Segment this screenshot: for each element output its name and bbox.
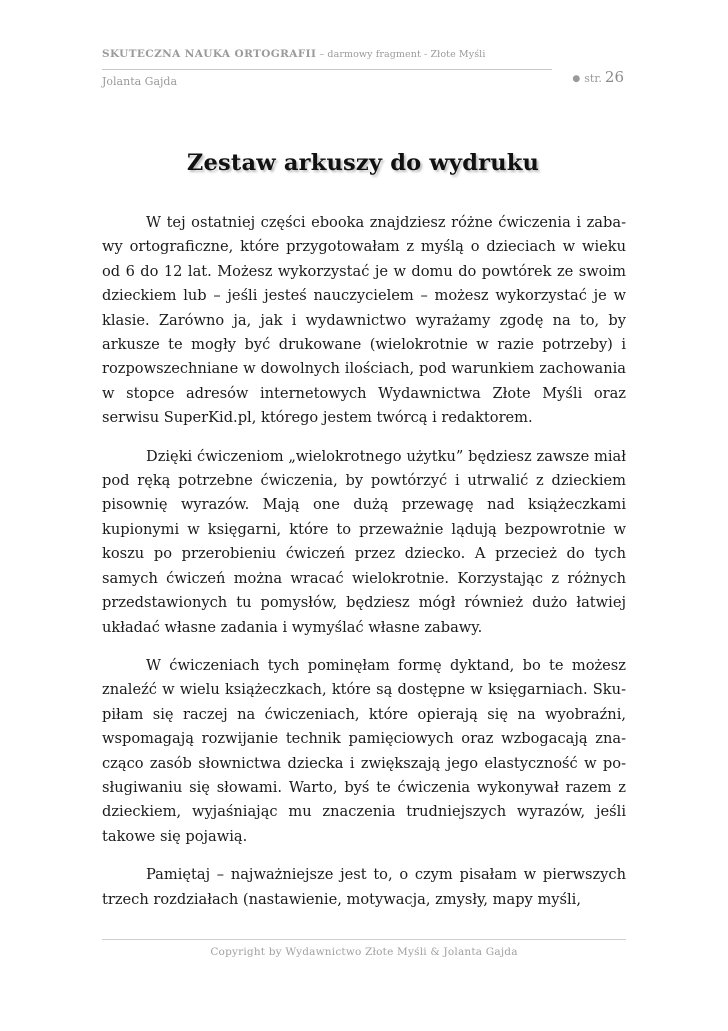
book-subtitle: – darmowy fragment - Złote Myśli bbox=[316, 49, 486, 60]
paragraph: Dzięki ćwiczeniom „wielokrotnego użytku” będziesz zawsze miał pod ręką potrzebne ćwiczenia, by powtórzyć i utrwalić z dzieckiem pisownię wyrazów. Mają one dużą przewagę nad książeczkami kupionymi w księgarni, które to przeważnie lądują bezpowrotnie w koszu po przerobieniu ćwiczeń przez dziecko. A przecież do tych samych ćwiczeń można wracać wielokrotnie. Korzystając z różnych przedstawionych tu pomysłów, będziesz mógł również dużo łatwiej układać własne zadania i wymyślać własne zabawy. bbox=[102, 447, 626, 636]
header-divider bbox=[102, 69, 552, 70]
page-number bbox=[572, 68, 624, 86]
section-title: Zestaw arkuszy do wydruku bbox=[186, 150, 540, 176]
copyright-footer: Copyright by Wydawnictwo Złote Myśli & Jolanta Gajda bbox=[210, 946, 518, 958]
header-series-line bbox=[102, 48, 624, 60]
paragraph: W tej ostatniej części ebooka znajdziesz różne ćwiczenia i zabawy ortograficzne, które przygotowałam z myślą o dzieciach w wieku od 6 do 12 lat. Możesz wykorzystać je w domu do powtórek ze swoim dzieckiem lub – jeśli jesteś nauczycielem – możesz wykorzystać je w klasie. Zarówno ja, jak i wydawnictwo wyrażamy zgodę na to, by arkusze te mogły być drukowane (wielokrotnie w razie potrzeby) i rozpowszechniane w dowolnych ilościach, pod warunkiem zachowania w stopce adresów internetowych Wydawnictwa Złote Myśli oraz serwisu SuperKid.pl, którego jestem twórcą i redaktorem. bbox=[102, 214, 626, 427]
paragraph: Pamiętaj – najważniejsze jest to, o czym pisałam w pierwszych trzech rozdziałach (nastawienie, motywacja, zmysły, mapy myśli, bbox=[102, 866, 626, 908]
paragraph: W ćwiczeniach tych pominęłam formę dyktand, bo te możesz znaleźć w wielu książeczkach, które są dostępne w księgarniach. Skupiłam się raczej na ćwiczeniach, które opierają się na wyobraźni, wspomagają rozwijanie technik pamięciowych oraz wzbogacają znacząco zasób słownictwa dziecka i zwiększają jego elastyczność w posługiwaniu się słowami. Warto, byś te ćwiczenia wykonywał razem z dzieckiem, wyjaśniając mu znaczenia trudniejszych wyrazów, jeśli takowe się pojawią. bbox=[102, 656, 626, 845]
body-text bbox=[102, 211, 626, 926]
footer-divider bbox=[102, 939, 626, 940]
page-number-value: 26 bbox=[604, 68, 624, 86]
bullet-icon: ● bbox=[572, 74, 581, 84]
book-series-title: SKUTECZNA NAUKA ORTOGRAFII bbox=[102, 48, 317, 60]
page-header bbox=[102, 48, 624, 88]
author-name: Jolanta Gajda bbox=[102, 75, 178, 88]
page-prefix: str. bbox=[584, 72, 602, 85]
